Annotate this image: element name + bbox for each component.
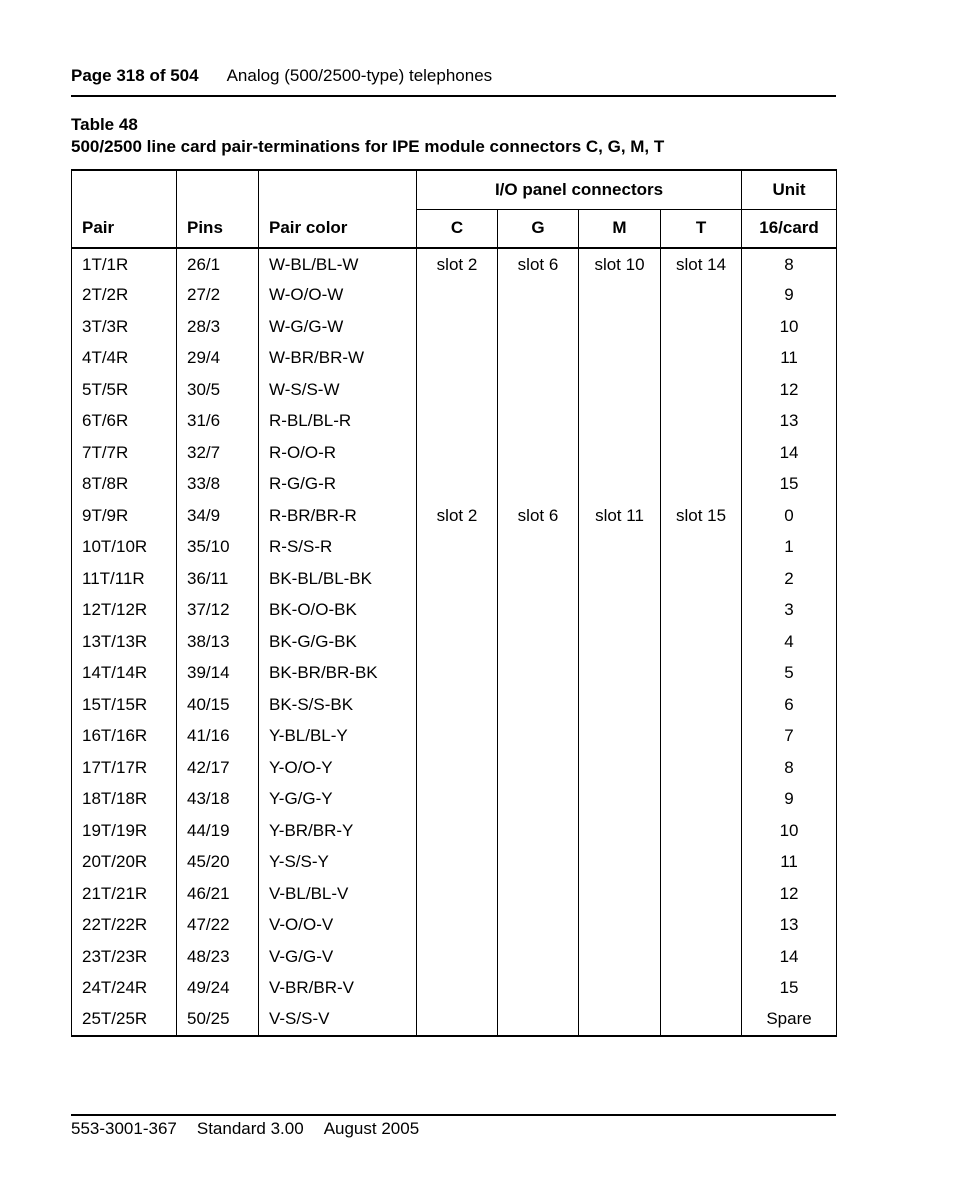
cell-connector-t	[661, 595, 742, 627]
cell-pins: 31/6	[177, 406, 259, 438]
cell-pins: 41/16	[177, 721, 259, 753]
cell-connector-m	[579, 1004, 661, 1036]
cell-connector-t	[661, 941, 742, 973]
cell-connector-t: slot 14	[661, 248, 742, 280]
header-pair-color: Pair color	[259, 209, 417, 248]
cell-pair-color: W-G/G-W	[259, 311, 417, 343]
cell-connector-m	[579, 595, 661, 627]
cell-pair: 7T/7R	[72, 437, 177, 469]
cell-connector-t	[661, 1004, 742, 1036]
table-row	[72, 689, 837, 721]
cell-connector-t	[661, 563, 742, 595]
cell-pair-color: R-BL/BL-R	[259, 406, 417, 438]
cell-pins: 40/15	[177, 689, 259, 721]
table-row	[72, 1004, 837, 1036]
cell-pair-color: W-BR/BR-W	[259, 343, 417, 375]
cell-pins: 43/18	[177, 784, 259, 816]
cell-pair: 23T/23R	[72, 941, 177, 973]
cell-unit: 10	[742, 815, 837, 847]
cell-connector-g	[498, 626, 579, 658]
cell-unit: 15	[742, 973, 837, 1005]
cell-unit: 8	[742, 248, 837, 280]
cell-connector-c	[417, 847, 498, 879]
cell-connector-g	[498, 910, 579, 942]
cell-pair: 14T/14R	[72, 658, 177, 690]
cell-connector-g	[498, 658, 579, 690]
cell-pair-color: BK-O/O-BK	[259, 595, 417, 627]
cell-connector-g	[498, 563, 579, 595]
cell-pair: 3T/3R	[72, 311, 177, 343]
document-number: 553-3001-367	[71, 1119, 177, 1138]
cell-connector-m	[579, 532, 661, 564]
table-row	[72, 595, 837, 627]
cell-connector-t	[661, 689, 742, 721]
cell-pair-color: W-BL/BL-W	[259, 248, 417, 280]
cell-pins: 27/2	[177, 280, 259, 312]
cell-unit: 14	[742, 437, 837, 469]
page-footer	[71, 1119, 419, 1139]
cell-connector-g	[498, 595, 579, 627]
cell-connector-t	[661, 626, 742, 658]
cell-connector-g: slot 6	[498, 248, 579, 280]
pair-terminations-table	[71, 169, 837, 1037]
cell-connector-m	[579, 815, 661, 847]
cell-pair: 6T/6R	[72, 406, 177, 438]
table-header-row-group	[72, 170, 837, 209]
table-label: Table 48	[71, 115, 138, 134]
cell-pair-color: Y-S/S-Y	[259, 847, 417, 879]
cell-connector-g	[498, 343, 579, 375]
cell-connector-t	[661, 343, 742, 375]
cell-connector-g	[498, 815, 579, 847]
cell-connector-g	[498, 973, 579, 1005]
cell-unit: 0	[742, 500, 837, 532]
cell-unit: 4	[742, 626, 837, 658]
cell-unit: 2	[742, 563, 837, 595]
cell-pair: 11T/11R	[72, 563, 177, 595]
cell-connector-g	[498, 689, 579, 721]
cell-connector-g	[498, 532, 579, 564]
cell-unit: Spare	[742, 1004, 837, 1036]
cell-unit: 11	[742, 343, 837, 375]
cell-connector-g	[498, 437, 579, 469]
cell-connector-t	[661, 910, 742, 942]
cell-connector-c	[417, 878, 498, 910]
cell-pair: 17T/17R	[72, 752, 177, 784]
cell-pair: 4T/4R	[72, 343, 177, 375]
header-blank-pair	[72, 170, 177, 209]
cell-pins: 46/21	[177, 878, 259, 910]
table-caption	[71, 114, 664, 158]
cell-pair: 2T/2R	[72, 280, 177, 312]
cell-connector-t	[661, 658, 742, 690]
cell-connector-t	[661, 878, 742, 910]
cell-pins: 29/4	[177, 343, 259, 375]
table-row	[72, 910, 837, 942]
cell-pins: 50/25	[177, 1004, 259, 1036]
cell-pair: 19T/19R	[72, 815, 177, 847]
cell-pair-color: V-O/O-V	[259, 910, 417, 942]
header-rule	[71, 95, 836, 97]
cell-connector-t	[661, 437, 742, 469]
cell-pair: 8T/8R	[72, 469, 177, 501]
cell-connector-m: slot 10	[579, 248, 661, 280]
cell-connector-t	[661, 815, 742, 847]
table-row	[72, 563, 837, 595]
cell-pair: 10T/10R	[72, 532, 177, 564]
cell-connector-g	[498, 752, 579, 784]
cell-pair-color: V-G/G-V	[259, 941, 417, 973]
table-row	[72, 784, 837, 816]
cell-connector-t	[661, 721, 742, 753]
table-row	[72, 973, 837, 1005]
cell-connector-g	[498, 878, 579, 910]
cell-pair-color: Y-BR/BR-Y	[259, 815, 417, 847]
cell-connector-m	[579, 626, 661, 658]
page-header	[71, 66, 492, 86]
cell-connector-t	[661, 311, 742, 343]
cell-connector-c	[417, 784, 498, 816]
cell-pins: 48/23	[177, 941, 259, 973]
cell-pair-color: V-S/S-V	[259, 1004, 417, 1036]
header-connector-c: C	[417, 209, 498, 248]
cell-connector-t	[661, 784, 742, 816]
cell-unit: 3	[742, 595, 837, 627]
cell-pins: 33/8	[177, 469, 259, 501]
cell-connector-c	[417, 689, 498, 721]
table-row	[72, 374, 837, 406]
cell-pins: 30/5	[177, 374, 259, 406]
cell-connector-m	[579, 878, 661, 910]
cell-connector-g: slot 6	[498, 500, 579, 532]
cell-pair-color: V-BR/BR-V	[259, 973, 417, 1005]
cell-connector-c	[417, 815, 498, 847]
cell-pair: 9T/9R	[72, 500, 177, 532]
header-blank-color	[259, 170, 417, 209]
cell-connector-c	[417, 973, 498, 1005]
table-row	[72, 752, 837, 784]
cell-connector-m	[579, 374, 661, 406]
cell-unit: 9	[742, 784, 837, 816]
cell-connector-c	[417, 563, 498, 595]
cell-unit: 6	[742, 689, 837, 721]
cell-connector-g	[498, 1004, 579, 1036]
cell-pins: 47/22	[177, 910, 259, 942]
cell-connector-m	[579, 689, 661, 721]
table-row	[72, 469, 837, 501]
cell-connector-c: slot 2	[417, 500, 498, 532]
table-row	[72, 658, 837, 690]
cell-connector-g	[498, 406, 579, 438]
cell-connector-m	[579, 563, 661, 595]
table-row	[72, 532, 837, 564]
cell-unit: 12	[742, 374, 837, 406]
cell-connector-t	[661, 374, 742, 406]
table-row	[72, 500, 837, 532]
cell-pair: 5T/5R	[72, 374, 177, 406]
cell-pair: 24T/24R	[72, 973, 177, 1005]
cell-connector-m	[579, 973, 661, 1005]
cell-connector-c	[417, 343, 498, 375]
cell-connector-m	[579, 469, 661, 501]
cell-unit: 9	[742, 280, 837, 312]
footer-rule	[71, 1114, 836, 1116]
cell-pins: 35/10	[177, 532, 259, 564]
cell-pair-color: BK-BL/BL-BK	[259, 563, 417, 595]
cell-pins: 28/3	[177, 311, 259, 343]
table-body	[72, 248, 837, 1036]
cell-connector-m	[579, 941, 661, 973]
cell-connector-m	[579, 910, 661, 942]
table-row	[72, 280, 837, 312]
cell-pair: 15T/15R	[72, 689, 177, 721]
cell-unit: 15	[742, 469, 837, 501]
table-row	[72, 311, 837, 343]
cell-connector-c	[417, 469, 498, 501]
cell-connector-t	[661, 532, 742, 564]
cell-pair: 20T/20R	[72, 847, 177, 879]
cell-pair-color: W-S/S-W	[259, 374, 417, 406]
document-title: Analog (500/2500-type) telephones	[226, 66, 493, 85]
cell-pins: 32/7	[177, 437, 259, 469]
cell-connector-g	[498, 311, 579, 343]
cell-pair-color: BK-BR/BR-BK	[259, 658, 417, 690]
cell-connector-m	[579, 721, 661, 753]
cell-unit: 10	[742, 311, 837, 343]
cell-connector-g	[498, 721, 579, 753]
cell-connector-m	[579, 280, 661, 312]
cell-unit: 8	[742, 752, 837, 784]
cell-connector-m	[579, 311, 661, 343]
table-row	[72, 815, 837, 847]
header-io-panel-connectors: I/O panel connectors	[417, 170, 742, 209]
table-row	[72, 406, 837, 438]
table-row	[72, 878, 837, 910]
header-16-per-card: 16/card	[742, 209, 837, 248]
table-row	[72, 437, 837, 469]
cell-unit: 5	[742, 658, 837, 690]
cell-connector-c	[417, 406, 498, 438]
cell-unit: 7	[742, 721, 837, 753]
cell-pair-color: R-BR/BR-R	[259, 500, 417, 532]
table-row	[72, 343, 837, 375]
cell-connector-t: slot 15	[661, 500, 742, 532]
header-blank-pins	[177, 170, 259, 209]
cell-connector-c	[417, 1004, 498, 1036]
cell-connector-t	[661, 847, 742, 879]
cell-connector-c	[417, 658, 498, 690]
cell-connector-m	[579, 406, 661, 438]
cell-pins: 45/20	[177, 847, 259, 879]
cell-connector-m	[579, 343, 661, 375]
cell-connector-c: slot 2	[417, 248, 498, 280]
cell-connector-m	[579, 847, 661, 879]
table-row	[72, 248, 837, 280]
cell-connector-c	[417, 374, 498, 406]
cell-pair-color: BK-S/S-BK	[259, 689, 417, 721]
cell-connector-t	[661, 973, 742, 1005]
cell-connector-c	[417, 595, 498, 627]
cell-pair-color: Y-G/G-Y	[259, 784, 417, 816]
cell-connector-c	[417, 280, 498, 312]
cell-connector-m	[579, 658, 661, 690]
cell-connector-c	[417, 532, 498, 564]
cell-pair-color: R-O/O-R	[259, 437, 417, 469]
cell-connector-m	[579, 437, 661, 469]
cell-pair: 21T/21R	[72, 878, 177, 910]
cell-unit: 13	[742, 406, 837, 438]
cell-connector-c	[417, 626, 498, 658]
cell-unit: 11	[742, 847, 837, 879]
cell-pins: 38/13	[177, 626, 259, 658]
cell-connector-c	[417, 437, 498, 469]
header-connector-t: T	[661, 209, 742, 248]
cell-connector-c	[417, 941, 498, 973]
cell-pair-color: R-G/G-R	[259, 469, 417, 501]
table-row	[72, 721, 837, 753]
cell-unit: 1	[742, 532, 837, 564]
cell-pair: 22T/22R	[72, 910, 177, 942]
cell-pair-color: Y-O/O-Y	[259, 752, 417, 784]
cell-pins: 26/1	[177, 248, 259, 280]
cell-connector-t	[661, 280, 742, 312]
table-row	[72, 941, 837, 973]
cell-pair: 12T/12R	[72, 595, 177, 627]
cell-connector-g	[498, 941, 579, 973]
cell-pair-color: W-O/O-W	[259, 280, 417, 312]
cell-unit: 14	[742, 941, 837, 973]
cell-connector-t	[661, 469, 742, 501]
table-title: 500/2500 line card pair-terminations for IPE module connectors C, G, M, T	[71, 137, 665, 156]
cell-connector-g	[498, 784, 579, 816]
cell-connector-t	[661, 406, 742, 438]
table-row	[72, 626, 837, 658]
publication-date: August 2005	[323, 1119, 420, 1138]
cell-connector-g	[498, 280, 579, 312]
standard-version: Standard 3.00	[196, 1119, 304, 1138]
cell-pair-color: V-BL/BL-V	[259, 878, 417, 910]
cell-pins: 37/12	[177, 595, 259, 627]
cell-connector-c	[417, 752, 498, 784]
cell-pins: 36/11	[177, 563, 259, 595]
cell-connector-g	[498, 847, 579, 879]
cell-pins: 44/19	[177, 815, 259, 847]
cell-connector-t	[661, 752, 742, 784]
header-unit: Unit	[742, 170, 837, 209]
cell-pins: 49/24	[177, 973, 259, 1005]
table-header-row-columns	[72, 209, 837, 248]
cell-unit: 13	[742, 910, 837, 942]
page-number: Page 318 of 504	[71, 66, 199, 85]
cell-connector-m: slot 11	[579, 500, 661, 532]
cell-connector-c	[417, 910, 498, 942]
cell-pins: 39/14	[177, 658, 259, 690]
cell-pair-color: R-S/S-R	[259, 532, 417, 564]
cell-pins: 42/17	[177, 752, 259, 784]
cell-unit: 12	[742, 878, 837, 910]
cell-pair-color: BK-G/G-BK	[259, 626, 417, 658]
cell-pair: 1T/1R	[72, 248, 177, 280]
header-connector-g: G	[498, 209, 579, 248]
header-pins: Pins	[177, 209, 259, 248]
cell-connector-m	[579, 752, 661, 784]
cell-pair: 25T/25R	[72, 1004, 177, 1036]
cell-connector-c	[417, 721, 498, 753]
cell-pair: 18T/18R	[72, 784, 177, 816]
cell-pair: 16T/16R	[72, 721, 177, 753]
table-row	[72, 847, 837, 879]
cell-pins: 34/9	[177, 500, 259, 532]
cell-connector-g	[498, 374, 579, 406]
cell-pair: 13T/13R	[72, 626, 177, 658]
cell-pair-color: Y-BL/BL-Y	[259, 721, 417, 753]
header-pair: Pair	[72, 209, 177, 248]
header-connector-m: M	[579, 209, 661, 248]
cell-connector-m	[579, 784, 661, 816]
cell-connector-g	[498, 469, 579, 501]
cell-connector-c	[417, 311, 498, 343]
